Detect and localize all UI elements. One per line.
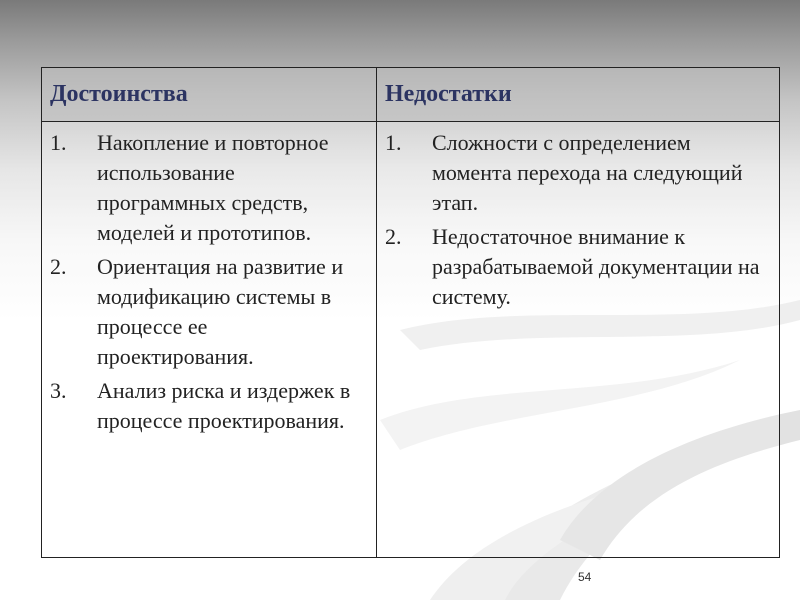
item-number: 3.	[50, 378, 67, 403]
list-item	[385, 222, 769, 312]
comparison-table	[41, 67, 780, 558]
item-text: Недостаточное внимание к разрабатываемой документации на систему.	[432, 224, 760, 309]
disadvantages-list	[385, 128, 769, 312]
list-item	[50, 128, 366, 248]
disadvantages-cell	[377, 122, 779, 557]
item-number: 1.	[50, 130, 67, 155]
item-number: 1.	[385, 130, 402, 155]
list-item	[50, 376, 366, 436]
item-number: 2.	[50, 254, 67, 279]
list-item	[385, 128, 769, 218]
item-number: 2.	[385, 224, 402, 249]
item-text: Анализ риска и издержек в процессе проектирования.	[97, 378, 351, 433]
advantages-cell	[42, 122, 377, 557]
list-item	[50, 252, 366, 372]
item-text: Сложности с определением момента перехода на следующий этап.	[432, 130, 743, 215]
header-advantages	[42, 68, 377, 122]
header-disadvantages	[377, 68, 779, 122]
header-advantages-label: Достоинства	[50, 81, 188, 107]
advantages-list	[50, 128, 366, 436]
page-number: 54	[578, 570, 592, 584]
header-disadvantages-label: Недостатки	[385, 81, 512, 107]
item-text: Накопление и повторное использование программных средств, моделей и прототипов.	[97, 130, 329, 245]
item-text: Ориентация на развитие и модификацию системы в процессе ее проектирования.	[97, 254, 344, 369]
